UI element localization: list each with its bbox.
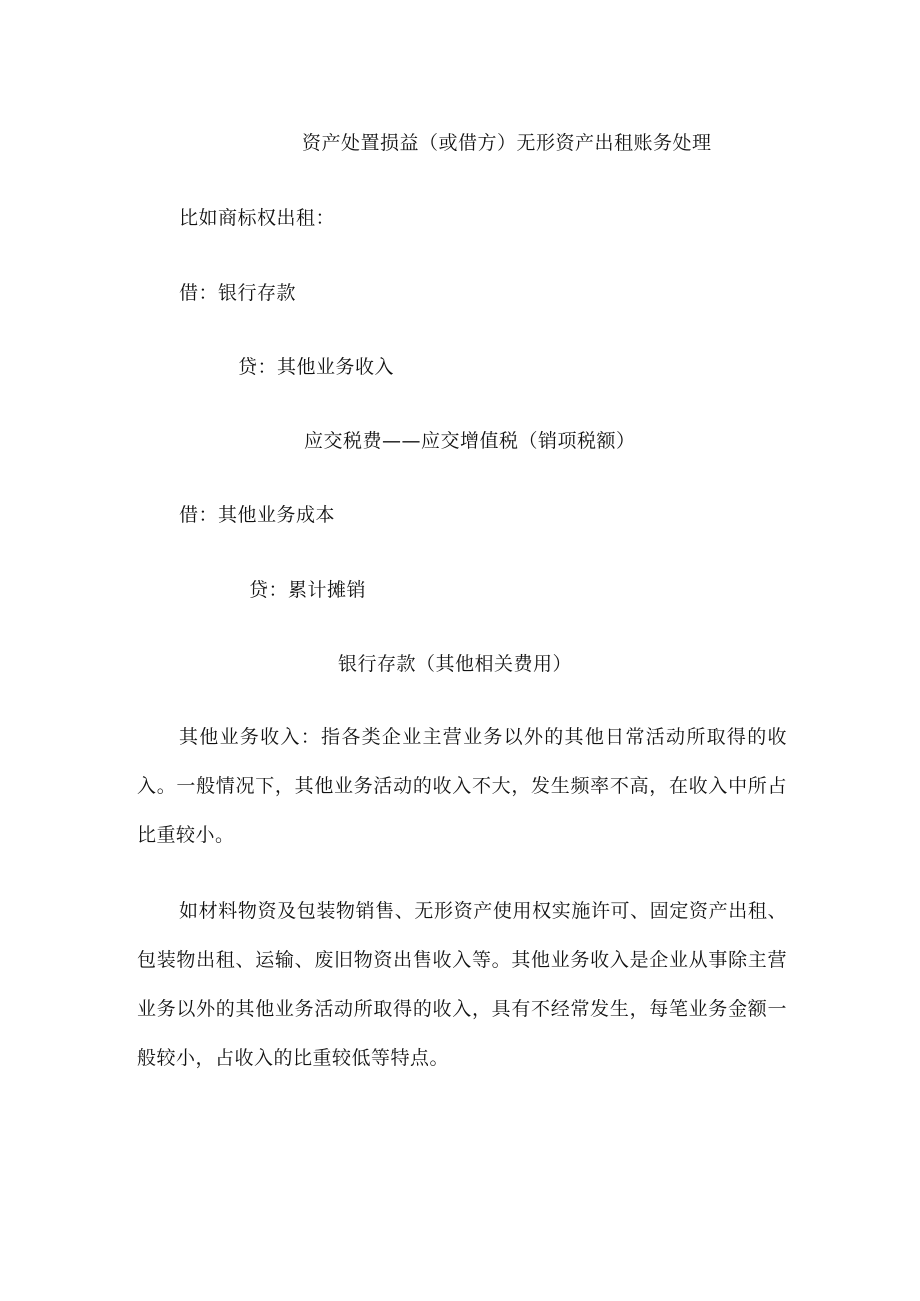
paragraph-definition: 其他业务收入：指各类企业主营业务以外的其他日常活动所取得的收入。一般情况下，其他业务活动的收入不大，发生频率不高，在收入中所占比重较小。 — [137, 726, 787, 846]
entry1-credit-tax: 应交税费——应交增值税（销项税额） — [304, 430, 636, 452]
entry2-credit-amortization: 贷：累计摊销 — [249, 579, 367, 601]
entry2-debit: 借：其他业务成本 — [179, 504, 336, 526]
entry2-credit-bank: 银行存款（其他相关费用） — [338, 653, 573, 675]
paragraph-examples: 如材料物资及包装物销售、无形资产使用权实施许可、固定资产出租、包装物出租、运输、废旧物资出售收入等。其他业务收入是企业从事除主营业务以外的其他业务活动所取得的收入，具有不经常发生，每笔业务金额一般较小，占收入的比重较低等特点。 — [137, 900, 787, 1069]
entry1-debit: 借：银行存款 — [179, 282, 297, 304]
document-heading: 资产处置损益（或借方）无形资产出租账务处理 — [302, 132, 712, 154]
example-intro: 比如商标权出租： — [179, 207, 336, 229]
entry1-credit-revenue: 贷：其他业务收入 — [238, 356, 395, 378]
